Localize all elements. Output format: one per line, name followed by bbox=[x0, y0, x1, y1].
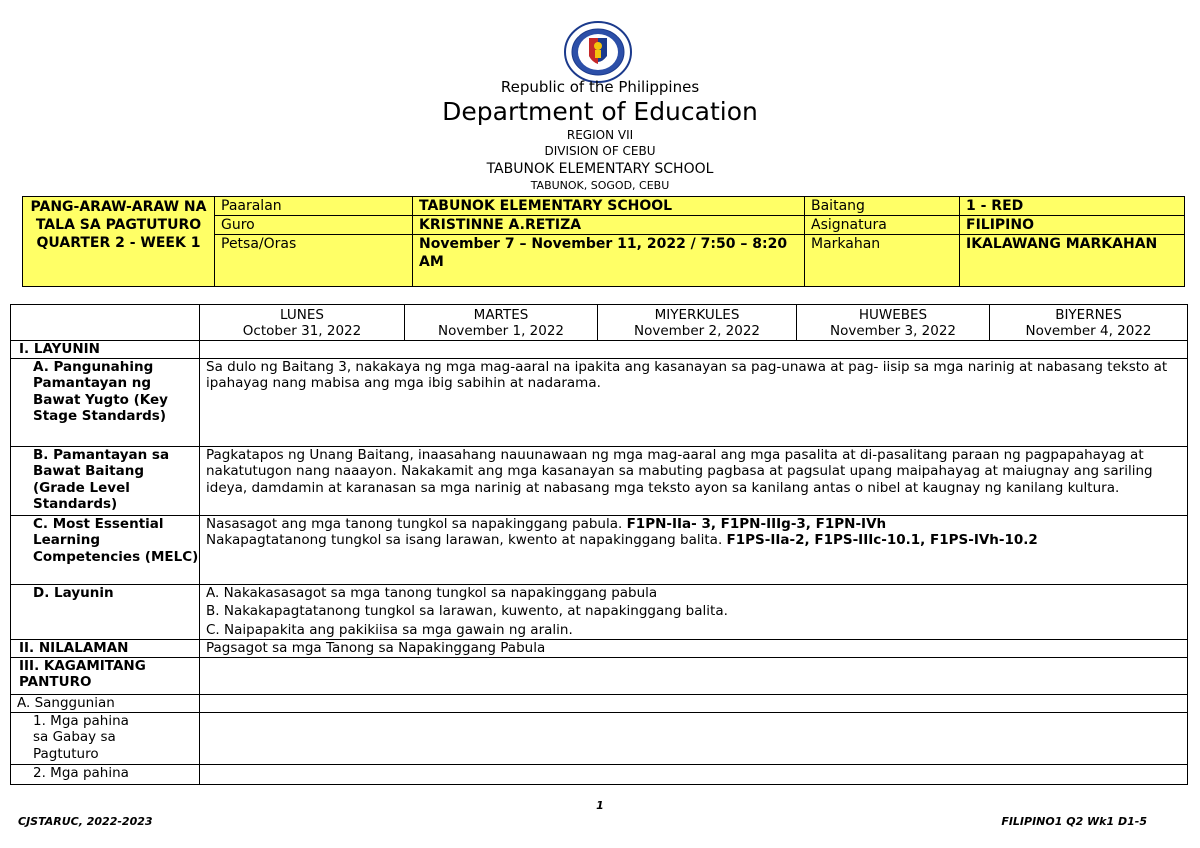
melc-label: C. Most Essential Learning Competencies (MELC) bbox=[33, 516, 199, 565]
division-line: DIVISION OF CEBU bbox=[544, 144, 656, 158]
day-tuesday bbox=[405, 305, 598, 341]
nilalaman-text: Pagsagot sa mga Tanong sa Napakinggang Pabula bbox=[200, 640, 1188, 658]
info-value-school: TABUNOK ELEMENTARY SCHOOL bbox=[413, 197, 805, 216]
mga-pahina-label: 2. Mga pahina bbox=[33, 765, 129, 781]
day-date: November 3, 2022 bbox=[829, 323, 957, 340]
page-number: 1 bbox=[596, 799, 604, 812]
info-value-grade: 1 - RED bbox=[960, 197, 1185, 216]
objective-item: B. Nakakapagtatanong tungkol sa larawan, kuwento, at napakinggang balita. bbox=[206, 603, 728, 620]
info-value-teacher: KRISTINNE A.RETIZA bbox=[413, 216, 805, 235]
department-title: Department of Education bbox=[442, 97, 758, 126]
day-name: BIYERNES bbox=[1055, 307, 1122, 323]
grade-level-label: B. Pamantayan sa Bawat Baitang (Grade Level Standards) bbox=[33, 447, 170, 512]
melc-line-2: Nakapagtatanong tungkol sa isang larawan, kwento at napakinggang balita. bbox=[206, 532, 727, 549]
mga-pahina-content bbox=[200, 765, 1188, 785]
day-monday bbox=[200, 305, 405, 341]
school-address: TABUNOK, SOGOD, CEBU bbox=[530, 179, 670, 192]
section-layunin-content bbox=[200, 341, 1188, 359]
melc-code-2: F1PS-IIa-2, F1PS-IIIc-10.1, F1PS-IVh-10.2 bbox=[726, 532, 1038, 549]
deped-seal-icon bbox=[562, 20, 634, 84]
gabay-content bbox=[200, 713, 1188, 765]
day-name: MIYERKULES bbox=[654, 307, 740, 323]
day-wednesday bbox=[598, 305, 797, 341]
day-name: HUWEBES bbox=[858, 307, 928, 323]
row-label-layunin bbox=[11, 585, 200, 640]
log-title: PANG-ARAW-ARAW NA TALA SA PAGTUTURO QUARTER 2 - WEEK 1 bbox=[23, 197, 215, 287]
objectives-list bbox=[200, 585, 1188, 640]
melc-content bbox=[200, 516, 1188, 585]
day-friday bbox=[990, 305, 1188, 341]
day-date: November 1, 2022 bbox=[437, 323, 565, 340]
day-thursday bbox=[797, 305, 990, 341]
info-label-quarter: Markahan bbox=[805, 235, 960, 287]
info-label-date: Petsa/Oras bbox=[215, 235, 413, 287]
objective-item: A. Nakakasasagot sa mga tanong tungkol sa napakinggang pabula bbox=[206, 585, 658, 601]
day-date: November 2, 2022 bbox=[633, 323, 761, 340]
objectives-label: D. Layunin bbox=[33, 585, 114, 601]
footer-right: FILIPINO1 Q2 Wk1 D1-5 bbox=[1001, 815, 1147, 828]
day-date: October 31, 2022 bbox=[242, 323, 362, 340]
key-stage-text: Sa dulo ng Baitang 3, nakakaya ng mga mag-aaral na ipakita ang kasanayan sa pag-unawa at pag- iisip sa mga narinig at nabasang teksto at ipahayag nang mabisa ang mga ibig sabihin at nadarama. bbox=[200, 359, 1188, 447]
gabay-label: 1. Mga pahina sa Gabay sa Pagtuturo bbox=[33, 713, 129, 762]
info-label-grade: Baitang bbox=[805, 197, 960, 216]
row-label-mga-pahina bbox=[11, 765, 200, 785]
section-layunin: I. LAYUNIN bbox=[11, 341, 200, 359]
info-value-quarter: IKALAWANG MARKAHAN bbox=[960, 235, 1185, 287]
day-date: November 4, 2022 bbox=[1025, 323, 1152, 340]
melc-code-1: F1PN-IIa- 3, F1PN-IIIg-3, F1PN-IVh bbox=[626, 516, 887, 532]
lesson-info-table bbox=[22, 196, 1185, 287]
footer-left: CJSTARUC, 2022-2023 bbox=[18, 815, 153, 828]
info-label-school: Paaralan bbox=[215, 197, 413, 216]
sanggunian-content bbox=[200, 695, 1188, 713]
row-label-melc bbox=[11, 516, 200, 585]
region-line: REGION VII bbox=[566, 128, 634, 142]
info-label-teacher: Guro bbox=[215, 216, 413, 235]
day-name: MARTES bbox=[473, 307, 529, 323]
objective-item: C. Naipapakita ang pakikiisa sa mga gawain ng aralin. bbox=[206, 621, 573, 638]
lesson-plan-table bbox=[10, 304, 1188, 785]
key-stage-label: A. Pangunahing Pamantayan ng Bawat Yugto (Key Stage Standards) bbox=[33, 359, 168, 424]
row-label-gabay bbox=[11, 713, 200, 765]
grade-level-text: Pagkatapos ng Unang Baitang, inaasahang nauunawaan ng mga mag-aaral ang mga pasalita at di-pasalitang paraan ng pagpapahayag at nakatutugon nang naaayon. Nakakamit ang mga kasanayan sa mabuting pagbasa at pagsulat upang maipahayag at maiugnay ang sariling ideya, damdamin at karanasan sa mga narinig at nabasang mga teksto ayon sa kanilang antas o nibel at kaugnay ng kanilang kultura. bbox=[200, 447, 1188, 516]
days-header-blank bbox=[11, 305, 200, 341]
school-name: TABUNOK ELEMENTARY SCHOOL bbox=[486, 161, 714, 177]
info-value-subject: FILIPINO bbox=[960, 216, 1185, 235]
info-label-subject: Asignatura bbox=[805, 216, 960, 235]
row-label-grade-level bbox=[11, 447, 200, 516]
section-kagamitan: III. KAGAMITANG PANTURO bbox=[11, 658, 200, 695]
days-header-row bbox=[11, 305, 1188, 341]
day-name: LUNES bbox=[280, 307, 324, 323]
republic-line: Republic of the Philippines bbox=[500, 78, 700, 96]
row-label-key-stage bbox=[11, 359, 200, 447]
row-label-sanggunian bbox=[11, 695, 200, 713]
melc-line-1: Nasasagot ang mga tanong tungkol sa napakinggang pabula. bbox=[206, 516, 627, 532]
info-value-date: November 7 – November 11, 2022 / 7:50 – 8:20 AM bbox=[413, 235, 805, 287]
section-nilalaman: II. NILALAMAN bbox=[11, 640, 200, 658]
kagamitan-content bbox=[200, 658, 1188, 695]
sanggunian-label: A. Sanggunian bbox=[17, 695, 115, 711]
